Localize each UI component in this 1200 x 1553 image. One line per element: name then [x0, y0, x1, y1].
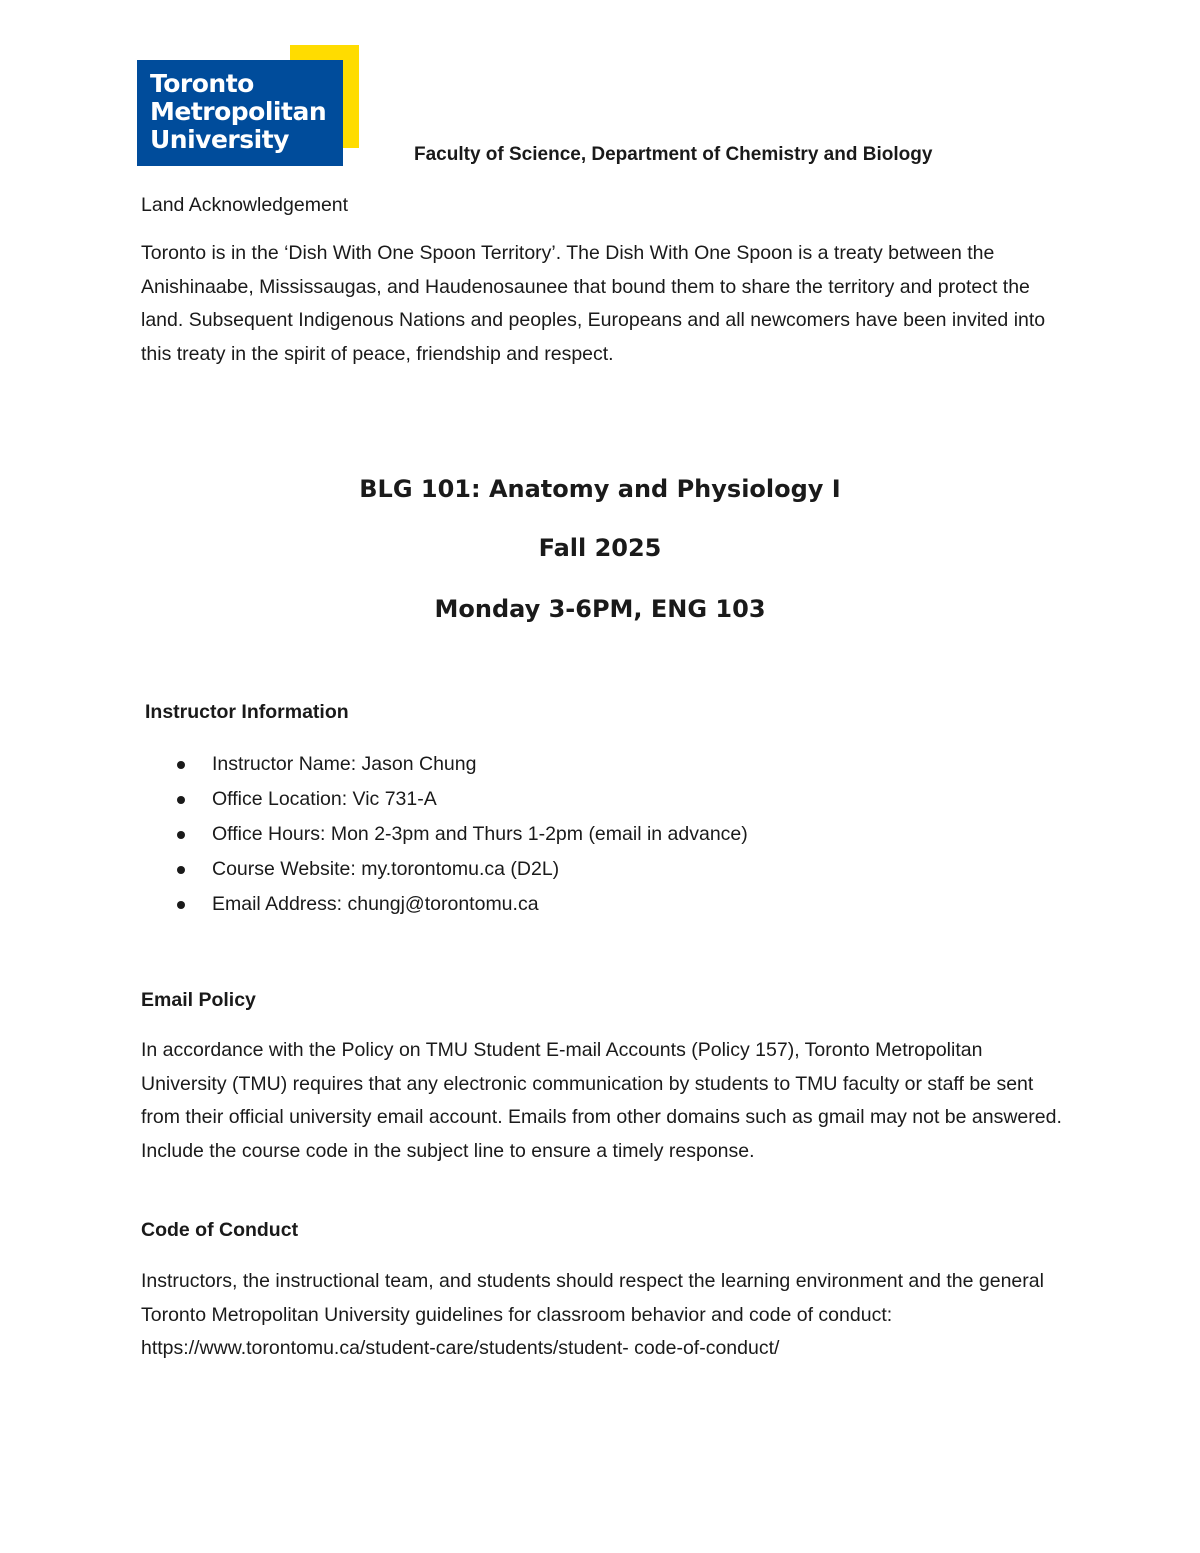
office-hours: Office Hours: Mon 2-3pm and Thurs 1-2pm (email in advance) — [212, 823, 748, 845]
university-logo — [137, 45, 359, 166]
course-title: BLG 101: Anatomy and Physiology I — [359, 475, 841, 503]
logo-line-2: Metropolitan — [150, 97, 327, 126]
bullet-icon — [177, 761, 185, 769]
bullet-icon — [177, 866, 185, 874]
instructor-name: Instructor Name: Jason Chung — [212, 753, 477, 775]
list-item — [175, 853, 748, 888]
course-schedule: Monday 3-6PM, ENG 103 — [434, 595, 766, 623]
bullet-icon — [177, 901, 185, 909]
code-of-conduct-body: Instructors, the instructional team, and students should respect the learning environment and the general Toronto Metropolitan University guidelines for classroom behavior and code of conduct: https://www.torontomu.ca/student-care/students/student- code-of-conduct/ — [141, 1270, 1044, 1359]
bullet-icon — [177, 831, 185, 839]
logo-wordmark — [150, 70, 326, 154]
faculty-heading: Faculty of Science, Department of Chemistry and Biology — [414, 144, 933, 165]
bullet-icon — [177, 796, 185, 804]
logo-line-3: University — [150, 125, 289, 154]
list-item — [175, 818, 748, 853]
office-location: Office Location: Vic 731-A — [212, 788, 437, 810]
course-website: Course Website: my.torontomu.ca (D2L) — [212, 858, 560, 880]
email-address: Email Address: chungj@torontomu.ca — [212, 893, 539, 915]
logo-line-1: Toronto — [150, 69, 254, 98]
course-term: Fall 2025 — [538, 534, 662, 562]
list-item — [175, 888, 748, 923]
land-acknowledgement-body: Toronto is in the ‘Dish With One Spoon Territory’. The Dish With One Spoon is a treaty between the Anishinaabe, Mississaugas, and Haudenosaunee that bound them to share the territory and protect the land. Subsequent Indigenous Nations and peoples, Europeans and all newcomers have been invited into this treaty in the spirit of peace, friendship and respect. — [141, 242, 1046, 365]
code-of-conduct-heading: Code of Conduct — [141, 1219, 299, 1241]
email-policy-body: In accordance with the Policy on TMU Student E-mail Accounts (Policy 157), Toronto Metropolitan University (TMU) requires that any electronic communication by students to TMU faculty or staff be sent from their official university email account. Emails from other domains such as gmail may not be answered. Include the course code in the subject line to ensure a timely response. — [141, 1039, 1062, 1162]
land-acknowledgement-title: Land Acknowledgement — [141, 194, 349, 216]
list-item — [175, 783, 748, 818]
instructor-info-list — [175, 748, 748, 923]
list-item — [175, 748, 748, 783]
instructor-info-heading: Instructor Information — [145, 701, 349, 723]
logo-blue-block — [137, 60, 343, 166]
email-policy-heading: Email Policy — [141, 989, 256, 1011]
